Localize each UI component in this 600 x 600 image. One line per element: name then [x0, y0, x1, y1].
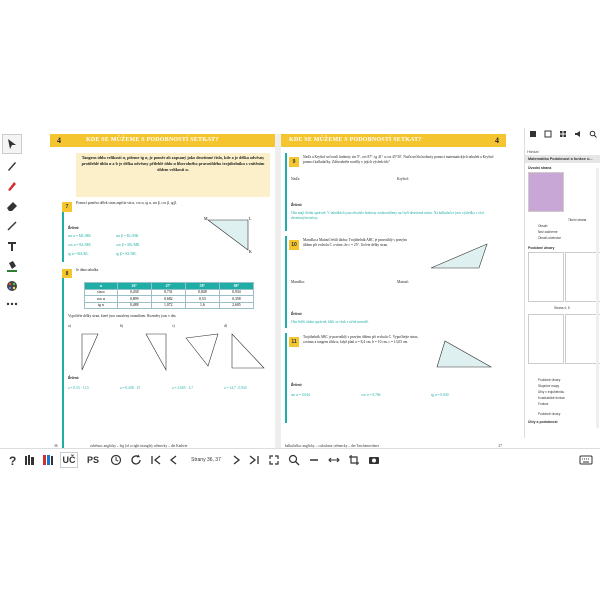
table-cell: 0,682: [151, 296, 185, 303]
book-title: Matematika Podobnost a funkce ú...: [525, 155, 600, 163]
page-number: 37: [498, 444, 502, 448]
sidebar-scrollbar[interactable]: [596, 168, 599, 428]
pointer-icon[interactable]: [2, 134, 22, 154]
toc-item[interactable]: Kvadratické funkce: [538, 396, 565, 400]
chapter-number: 4: [488, 134, 506, 147]
answer: a = 0,53 · 11,5: [68, 386, 89, 390]
solution-text: Oba řešili úlohu správně, lišili se však v užité metodě.: [291, 320, 369, 324]
task-7-block: [62, 212, 268, 262]
task-text: Trojúhelník ABC je pravoúhlý s pravým úhlem při vrcholu C. Vypočítejte sinus, cosinus a tangens úhlu α, když platí a = 8,4 cm, b = 10 cm, c = 13,05 cm.: [303, 335, 419, 344]
teacher-book-button[interactable]: UČ: [60, 452, 78, 468]
svg-text:?: ?: [9, 454, 17, 466]
chapter-number: 4: [50, 134, 68, 147]
zoom-out-icon[interactable]: [306, 452, 322, 468]
more-icon[interactable]: [2, 294, 22, 314]
svg-text:K: K: [249, 249, 252, 254]
text-icon[interactable]: [2, 236, 22, 256]
section-title: Úvodní strana: [528, 166, 552, 170]
table-header: α: [85, 283, 118, 290]
glossary-note: odvěsna: anglicky – leg (of a right triangle); německy – die Kathete: [90, 444, 188, 448]
triangle-figure: [427, 240, 493, 274]
subtask-label: c): [172, 324, 175, 328]
subtask-label: d): [224, 324, 227, 328]
left-page: [50, 128, 275, 452]
chapter-title: KDE SE MŮŽEME S PODOBNOSTÍ SETKAT?: [289, 137, 422, 143]
answer: tg α = 0,840: [431, 393, 449, 397]
task-question: Vypočtěte délky stran, které jsou označeny otazníkem. Rozměry jsou v dm.: [68, 314, 177, 318]
bookmark-icon[interactable]: [529, 125, 537, 143]
history-icon[interactable]: [108, 452, 124, 468]
person-label: Matouš:: [397, 280, 409, 284]
table-cell: 0,899: [117, 296, 151, 303]
solution-label: Řešení:: [291, 383, 303, 387]
fit-width-icon[interactable]: [326, 452, 342, 468]
previous-page-icon[interactable]: [166, 452, 182, 468]
cover-thumbnail[interactable]: [528, 172, 564, 212]
table-cell: 0,53: [185, 296, 219, 303]
next-page-icon[interactable]: [228, 452, 244, 468]
page-number: 36: [54, 444, 58, 448]
first-page-icon[interactable]: [148, 452, 164, 468]
answer: a = 14,7 : 0,934: [224, 386, 247, 390]
glossary-note: kalkulačka: anglicky – calculator; německy – der Taschenrechner: [285, 444, 379, 448]
toc-item[interactable]: Obsah: [538, 224, 548, 228]
page-thumbnail[interactable]: [528, 252, 564, 302]
textbook-spread: [50, 128, 506, 452]
table-header: 26°: [117, 283, 151, 290]
table-header: 47°: [151, 283, 185, 290]
solution-label: Řešení:: [291, 203, 303, 207]
keyboard-icon[interactable]: [578, 452, 594, 468]
books-icon[interactable]: [40, 452, 56, 468]
pen-icon[interactable]: [2, 156, 22, 176]
task-text: Pomocí poměru délek stran zapište sin α, cos α, tg α, sin β, cos β, tg β.: [76, 201, 178, 205]
screenshot-icon[interactable]: [366, 452, 382, 468]
refresh-icon[interactable]: [128, 452, 144, 468]
section-title: Úhly a podobnost: [528, 420, 558, 424]
triangle-figures: [68, 330, 268, 374]
answer: a = 2,605 · 3,7: [172, 386, 193, 390]
line-icon[interactable]: [2, 216, 22, 236]
toc-item[interactable]: Obsah učebnice: [538, 236, 562, 240]
task-text: Maruška a Matouš řešili úlohu: Trojúhelník ABC je pravoúhlý s pravým úhlem při vrcholu C a víme, že c = 25°. Určete délky stran.: [303, 238, 407, 247]
toc-item[interactable]: Stupnice mapy: [538, 384, 560, 388]
table-cell: sin α: [85, 289, 118, 296]
help-icon[interactable]: [4, 452, 20, 468]
answer: a = 0,438 · 15: [120, 386, 141, 390]
page-header: [281, 134, 506, 147]
search-icon[interactable]: [589, 125, 597, 143]
svg-text:M: M: [204, 216, 208, 221]
table-cell: 0,438: [117, 289, 151, 296]
person-label: Naďa:: [291, 177, 301, 181]
toc-item[interactable]: Strana 4, 5: [554, 306, 570, 310]
answer: cos β = ML/MK: [116, 243, 140, 247]
crop-icon[interactable]: [346, 452, 362, 468]
audio-icon[interactable]: [574, 125, 582, 143]
task-11-block: [285, 333, 499, 423]
eraser-icon[interactable]: [2, 196, 22, 216]
answer: tg β = KL/ML: [116, 252, 137, 256]
table-cell: 1,6: [185, 302, 219, 309]
toc-item[interactable]: Úhly v trojúhelníku: [538, 390, 565, 394]
zoom-in-icon[interactable]: [286, 452, 302, 468]
toc-item[interactable]: Titulní strana: [568, 218, 587, 222]
task-text: Naďa a Kryštof určovali hodnoty sin 5°, cos 87°, tg 41° a cos 45°30′. Naďa určila hodnoty pomocí matematických tabulek a Kryštof pomocí kalkulačky. Zdůvodněte rozdíly v jejich výsledcích?: [303, 155, 494, 164]
table-cell: 1,072: [151, 302, 185, 309]
solution-text: Oba mají úlohu správně. V tabulkách jsou obvykle hodnoty zaokrouhleny na čtyři desetinná místa. Na kalkulačce jsou výsledky s více desetinnými místy.: [291, 211, 485, 220]
workbook-button[interactable]: PS: [86, 455, 99, 465]
table-row: [85, 302, 254, 309]
section-title: Podobné útvary: [528, 246, 555, 250]
table-cell: 0,488: [117, 302, 151, 309]
task-8-block: [62, 278, 268, 448]
toc-item[interactable]: Podobné útvary: [538, 378, 561, 382]
fill-icon[interactable]: [2, 256, 22, 276]
grid-icon[interactable]: [559, 125, 567, 143]
svg-text:L: L: [249, 216, 252, 221]
bottom-toolbar: [0, 448, 600, 470]
answer: cos α = KL/MK: [68, 243, 91, 247]
right-page: [281, 128, 506, 452]
triangle-figure: [204, 214, 254, 254]
person-label: Maruška:: [291, 280, 305, 284]
table-cell: 2,605: [219, 302, 253, 309]
triangle-figure: [433, 337, 495, 371]
answer: sin α = ML/MK: [68, 234, 91, 238]
search-tab[interactable]: Hledat: [527, 149, 539, 154]
answer: sin α = 0,644: [291, 393, 310, 397]
table-header: 69°: [219, 283, 253, 290]
task-badge: 11: [289, 337, 299, 347]
subtask-label: b): [120, 324, 123, 328]
last-page-icon[interactable]: [246, 452, 262, 468]
solution-label: Řešení:: [291, 312, 303, 316]
page-header: [50, 134, 275, 147]
answer: sin β = KL/MK: [116, 234, 139, 238]
table-cell: 0,358: [219, 296, 253, 303]
image-icon[interactable]: [544, 125, 552, 143]
sidebar: [524, 128, 600, 438]
person-label: Kryštof:: [397, 177, 409, 181]
task-9-block: [285, 153, 499, 231]
page-indicator: Strany 36, 37: [191, 457, 221, 463]
table-cell: tg α: [85, 302, 118, 309]
drawing-toolbar: [0, 130, 24, 310]
toc-item[interactable]: Než začneme: [538, 230, 558, 234]
marker-icon[interactable]: [2, 176, 22, 196]
task-badge: 9: [289, 157, 299, 167]
bookshelf-icon[interactable]: [22, 452, 38, 468]
task-badge: 10: [289, 240, 299, 250]
toc-item[interactable]: Funkce: [538, 402, 549, 406]
fullscreen-icon[interactable]: [266, 452, 282, 468]
task-badge: 8: [62, 269, 72, 279]
toc-item[interactable]: Podobné útvary: [538, 412, 561, 416]
chapter-title: KDE SE MŮŽEME S PODOBNOSTÍ SETKAT?: [86, 137, 219, 143]
sidebar-toolbar: [525, 128, 600, 140]
palette-icon[interactable]: [2, 276, 22, 296]
page-thumbnail[interactable]: [565, 252, 600, 302]
answer: tg α = ML/KL: [68, 252, 89, 256]
table-cell: 0,934: [219, 289, 253, 296]
table-header: 58°: [185, 283, 219, 290]
table-cell: 0,731: [151, 289, 185, 296]
definition-box: Tangens úhlu velikosti α, píšeme tg α, je poměr ab zapsaný jako desetinné číslo, kde a je délka odvěsny protilehlé úhlu α a b je délka odvěsny přilehlé úhlu α libovolného pravoúhlého trojúhelníku s vnitřním úhlem velikosti α.: [76, 153, 270, 197]
table-cell: cos α: [85, 296, 118, 303]
solution-label: Řešení:: [68, 226, 80, 230]
trig-table: [84, 282, 254, 309]
solution-label: Řešení:: [68, 376, 80, 380]
table-cell: 0,848: [185, 289, 219, 296]
task-text: Je dána tabulka.: [76, 268, 100, 272]
answer: cos α = 0,766: [361, 393, 381, 397]
page-thumbnail[interactable]: [565, 314, 600, 364]
subtask-label: a): [68, 324, 71, 328]
task-badge: 7: [62, 202, 72, 212]
page-thumbnail[interactable]: [528, 314, 564, 364]
task-10-block: [285, 236, 499, 328]
